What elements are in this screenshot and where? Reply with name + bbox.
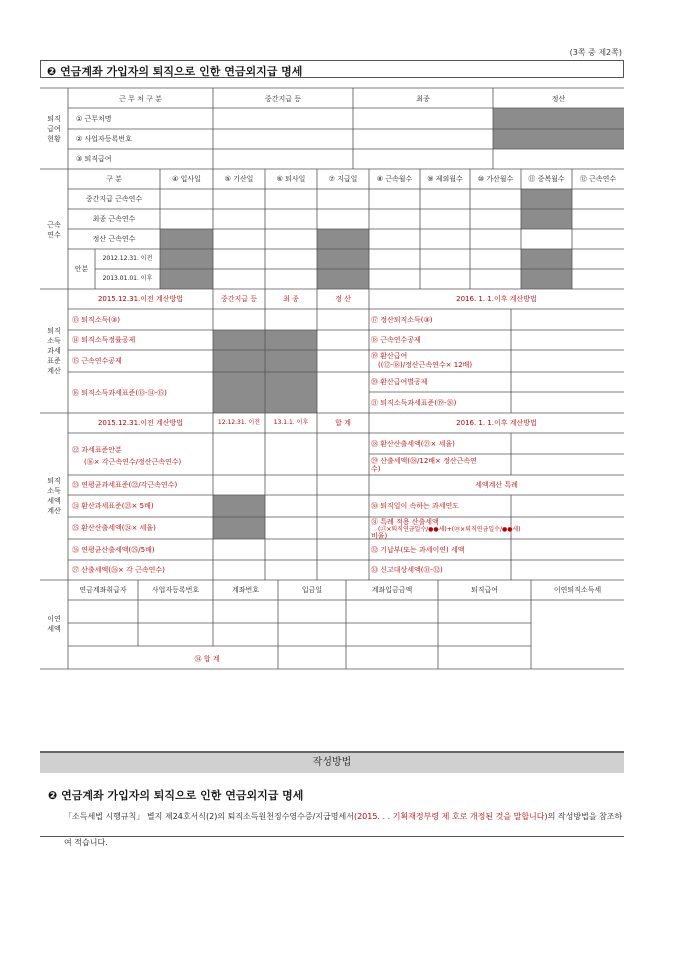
s1-row-workplace: ① 근무처명 xyxy=(76,115,112,123)
s3-row-18: ⑱ 근속연수공제 xyxy=(371,336,421,344)
s3-label: 퇴직 소득 과세 표준 계산 xyxy=(47,327,61,375)
s4-col-total: 합 계 xyxy=(335,419,351,427)
s1-row-retire-pay: ③ 퇴직급여 xyxy=(76,155,112,163)
s5-total: ㉞ 합 계 xyxy=(194,655,220,663)
s2-header-years: ⑫ 근속연수 xyxy=(579,175,617,183)
s3-left-header: 2015.12.31.이전 계산방법 xyxy=(97,295,184,303)
s1-label: 퇴직 급여 현황 xyxy=(47,115,61,143)
s2-header-excluded: ⑨ 제외월수 xyxy=(427,175,463,183)
s2-header-leave: ⑥ 퇴사일 xyxy=(276,175,306,183)
s2-label: 근속 연수 xyxy=(47,221,61,239)
page-number: (3쪽 중 제2쪽) xyxy=(569,48,622,57)
s4-row-29-cont: 수) xyxy=(371,465,381,473)
s2-header-join: ④ 입사일 xyxy=(172,175,201,183)
s4-row-25: ㉕ 환산산출세액(㉔× 세율) xyxy=(72,524,156,532)
form-title: ❷ 연금계좌 가입자의 퇴직으로 인한 연금외지급 명세 xyxy=(47,65,303,78)
s4-row-31: ㉛ 특례 적용 산출세액 xyxy=(371,518,439,526)
s3-row-20: ⑳ 환산급여별공제 xyxy=(371,378,428,386)
s2-header-pay: ⑦ 지급일 xyxy=(328,175,358,183)
s3-row-21: ㉑ 퇴직소득과세표준(⑲-⑳) xyxy=(371,399,457,407)
s3-row-16: ⑯ 퇴직소득과세표준(⑬-⑭-⑮) xyxy=(72,389,167,397)
s1-row-bizno: ② 사업자등록번호 xyxy=(76,135,132,143)
guide-bottom-line xyxy=(40,836,624,837)
s4-row-27: ㉗ 산출세액(㉖× 각 근속연수) xyxy=(72,566,165,574)
guide-header-label: 작성방법 xyxy=(312,757,352,768)
s3-row-15: ⑮ 근속연수공제 xyxy=(72,357,122,365)
s2-header-dup: ⑪ 중복월수 xyxy=(528,175,565,183)
s4-row-26: ㉖ 연평균산출세액(㉕/5배) xyxy=(72,546,155,554)
s4-row-22-formula: (⑯× 각근속연수/정산근속연수) xyxy=(84,458,182,466)
s3-row-17: ⑰ 정산퇴직소득(③) xyxy=(371,316,433,324)
s1-header-mid: 중간지급 등 xyxy=(264,95,302,103)
s4-row-31-formula: (㉗×퇴직연금일수/●●세)+(㉙×퇴직연금일수/●●세) xyxy=(378,526,521,533)
s1-header-final: 최종 xyxy=(416,95,430,103)
s2-header-added: ⑩ 가산월수 xyxy=(477,175,514,183)
guide-title: ❷ 연금계좌 가입자의 퇴직으로 인한 연금외지급 명세 xyxy=(48,789,304,802)
s2-row-final: 최종 근속연수 xyxy=(92,215,136,223)
s4-col-after: 13.1.1. 이후 xyxy=(273,419,309,426)
s2-row-settle: 정산 근속연수 xyxy=(92,235,136,243)
s4-row-22: ㉒ 과세표준안분 xyxy=(72,446,122,454)
s4-row-29: ㉙ 산출세액(㉘/12배× 정산근속연 xyxy=(371,457,477,465)
s5-header-account: 계좌번호 xyxy=(231,586,260,594)
s5-header-bizno: 사업자등록번호 xyxy=(151,586,200,594)
s4-row-24: ㉔ 환산과세표준(㉓× 5배) xyxy=(72,502,154,510)
s4-row-28: ㉘ 환산산출세액(㉑× 세율) xyxy=(371,440,455,448)
s3-col-mid: 중간지급 등 xyxy=(220,295,258,303)
s2-anbun-before: 2012.12.31. 이전 xyxy=(102,255,153,262)
s3-row-13: ⑬ 퇴직소득(③) xyxy=(72,316,121,324)
s4-left-header: 2015.12.31.이전 계산방법 xyxy=(97,419,184,427)
guide-body xyxy=(64,804,624,856)
s3-col-final: 최 종 xyxy=(283,295,299,303)
s5-label: 이연 세액 xyxy=(47,615,61,633)
s3-row-19: ⑲ 환산급여 xyxy=(371,352,408,360)
s2-header-months: ⑧ 근속월수 xyxy=(376,175,413,183)
s2-row-mid: 중간지급 근속연수 xyxy=(85,195,143,203)
s1-header-work: 근 무 처 구 분 xyxy=(119,95,162,103)
s1-header-settle: 정산 xyxy=(551,95,566,103)
s5-header-handler: 연금계좌취급자 xyxy=(79,586,127,594)
s4-right-header: 2016. 1. 1.이후 계산방법 xyxy=(456,419,537,427)
s2-header-category: 구 분 xyxy=(106,175,122,183)
s3-row-19-formula: ((⑰-⑱)/정산근속연수× 12배) xyxy=(378,361,473,369)
s4-row-32: ㉜ 기납부(또는 과세이연) 세액 xyxy=(371,546,465,554)
s5-header-amount: 계좌입금금액 xyxy=(371,586,413,594)
guide-body-text-1: 「소득세법 시행규칙」 별지 제24호서식(2)의 퇴직소득원천징수영수증/지급명세서 xyxy=(64,812,354,821)
s4-special-calc: 세액계산 특례 xyxy=(475,481,518,489)
s3-right-header: 2016. 1. 1.이후 계산방법 xyxy=(456,295,537,303)
s2-anbun-after: 2013.01.01. 이후 xyxy=(102,275,153,282)
s4-col-before: 12.12.31. 이전 xyxy=(217,419,261,426)
s4-label: 퇴직 소득 세액 계산 xyxy=(47,477,61,515)
s2-anbun: 안분 xyxy=(74,265,89,273)
s2-header-start: ⑤ 기산일 xyxy=(224,175,254,183)
s4-row-31-cont: 비율) xyxy=(371,532,388,540)
s5-header-pay: 퇴직급여 xyxy=(470,586,499,594)
s4-row-30: ㉚ 퇴직일이 속하는 과세연도 xyxy=(371,502,460,510)
s3-row-14: ⑭ 퇴직소득정률공제 xyxy=(72,336,136,344)
s4-row-33: ㉝ 신고대상세액(㉛-㉜) xyxy=(371,566,443,574)
s3-col-settle: 정 산 xyxy=(335,295,351,303)
guide-header xyxy=(40,753,624,773)
s5-header-deferred-tax: 이연퇴직소득세 xyxy=(553,586,602,594)
s4-row-23: ㉓ 연평균과세표준(㉒/각근속연수) xyxy=(72,481,178,489)
guide-body-text-2: 의 작성방법을 참조하여 적습니다. xyxy=(64,812,623,847)
guide-body-red: (2015. . . 기획재정부령 제 호로 개정된 것을 말합니다) xyxy=(353,812,548,821)
s5-header-date: 입금일 xyxy=(301,586,323,594)
